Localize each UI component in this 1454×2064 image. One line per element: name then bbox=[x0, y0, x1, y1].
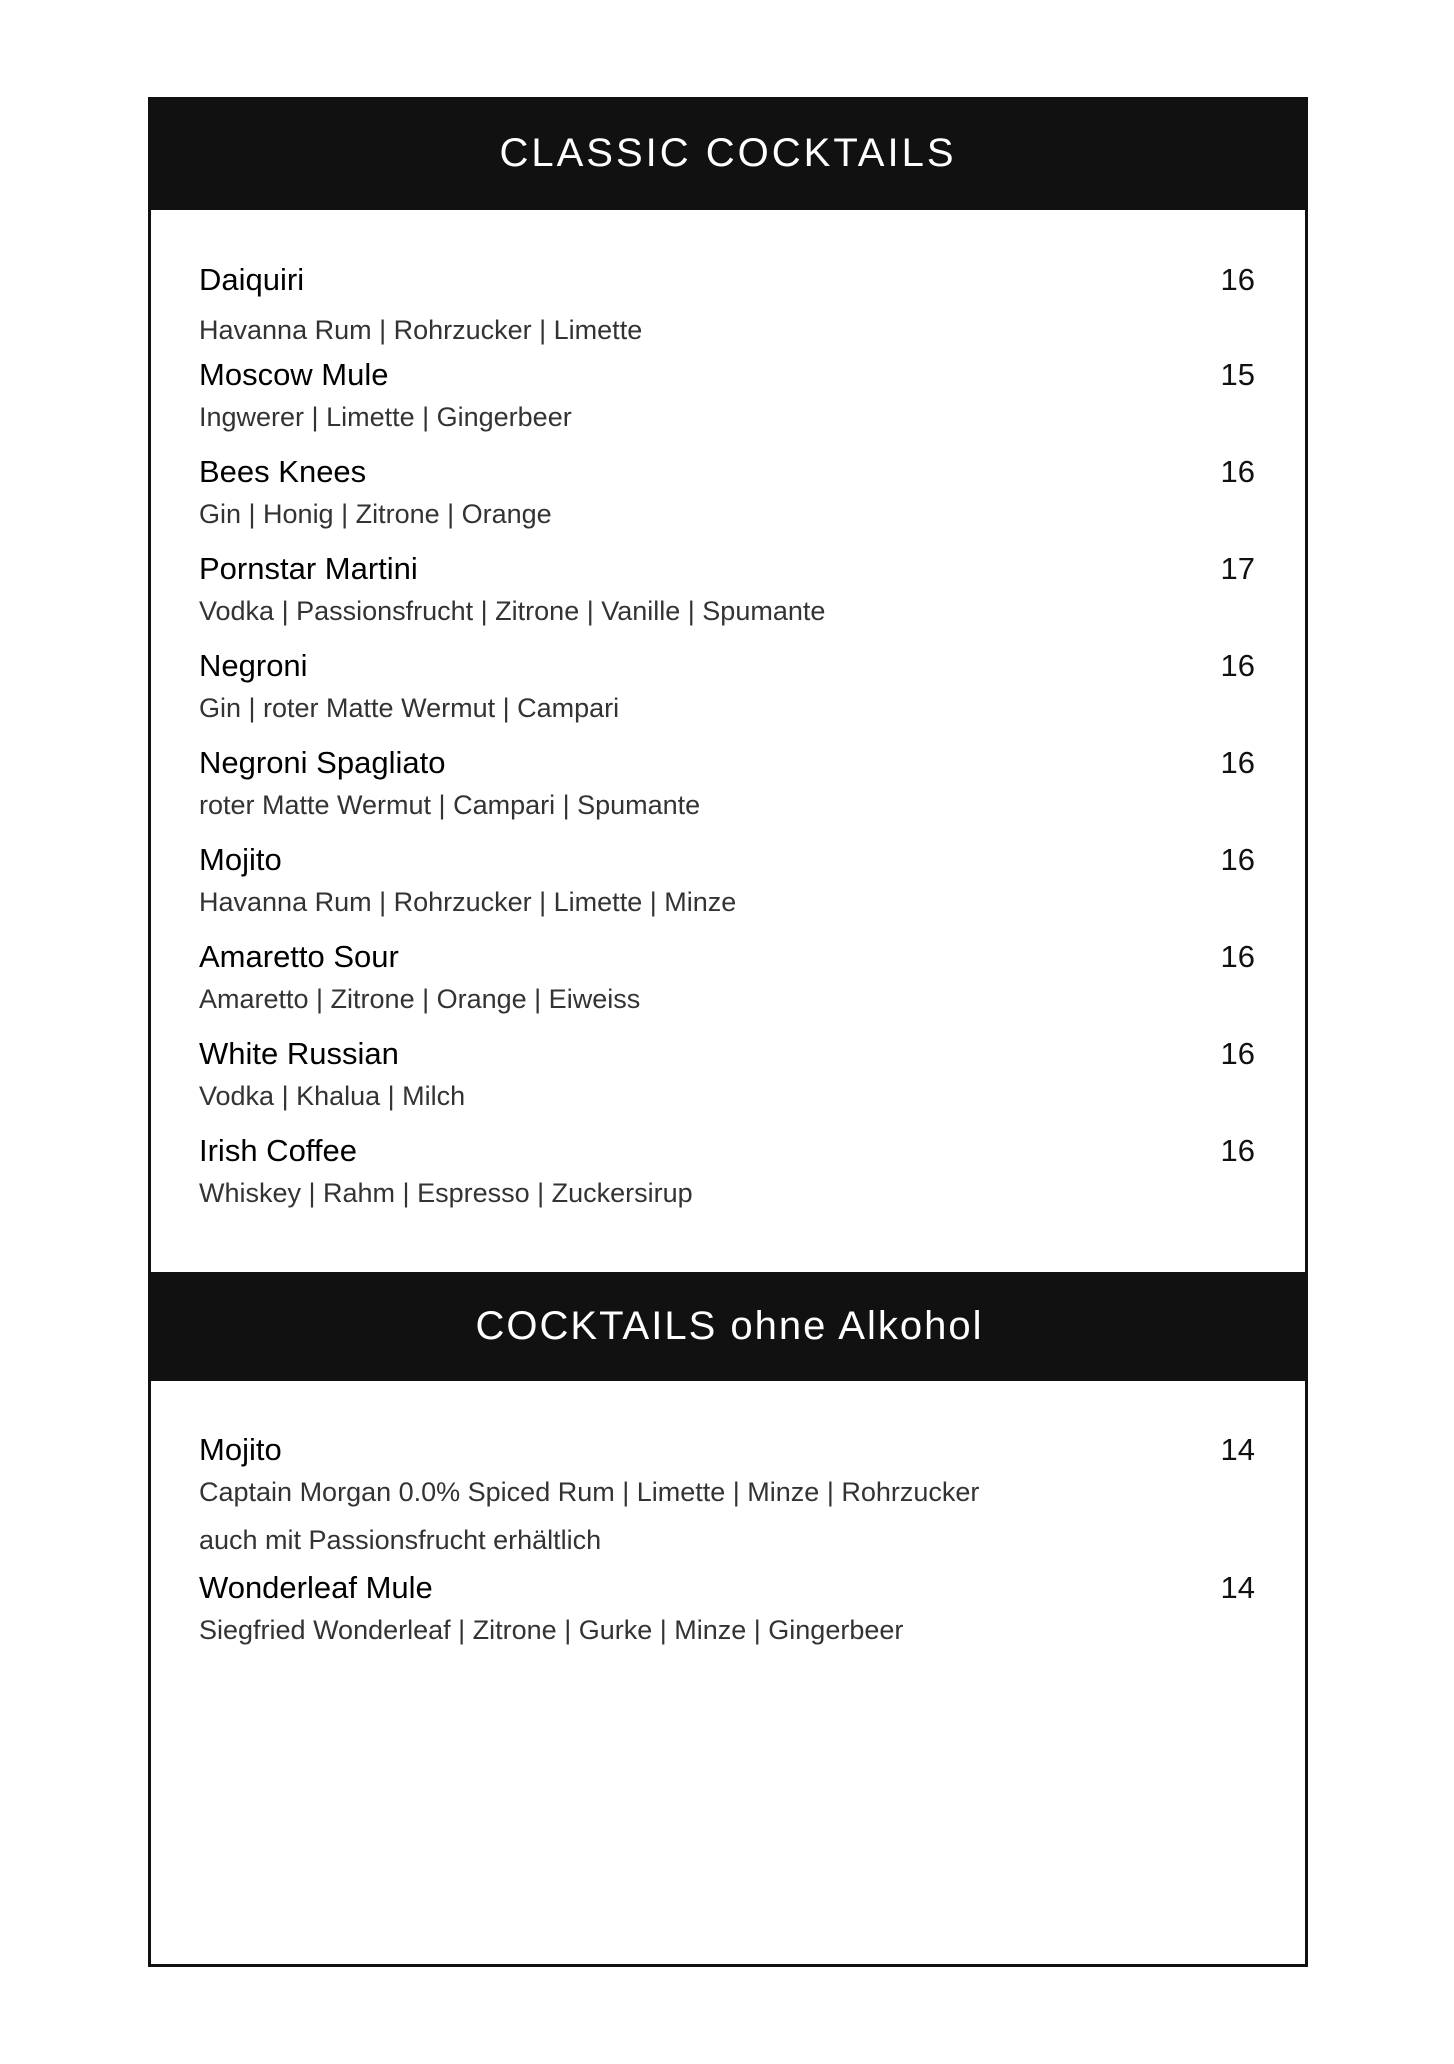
item-price: 14 bbox=[1220, 1570, 1255, 1605]
item-name: Daiquiri bbox=[199, 262, 305, 297]
section-title: CLASSIC COCKTAILS bbox=[499, 131, 957, 175]
menu-item-moscow-mule bbox=[199, 357, 1255, 435]
item-price: 16 bbox=[1220, 842, 1255, 877]
item-price: 16 bbox=[1220, 454, 1255, 489]
item-price: 17 bbox=[1220, 551, 1255, 586]
item-name: Negroni Spagliato bbox=[199, 745, 446, 780]
menu-item-wonderleaf-mule bbox=[199, 1570, 1255, 1648]
item-name: Irish Coffee bbox=[199, 1133, 357, 1168]
menu-item-negroni-spagliato bbox=[199, 745, 1255, 823]
item-name: Amaretto Sour bbox=[199, 939, 399, 974]
item-description: Havanna Rum | Rohrzucker | Limette | Minze bbox=[199, 887, 737, 917]
section-header-cocktails-ohne-alkohol bbox=[151, 1272, 1308, 1381]
menu-item-pornstar-martini bbox=[199, 551, 1255, 629]
item-price: 16 bbox=[1220, 648, 1255, 683]
item-description: Whiskey | Rahm | Espresso | Zuckersirup bbox=[199, 1178, 693, 1208]
section-header-classic-cocktails bbox=[148, 97, 1308, 210]
classic-cocktails-list bbox=[199, 262, 1255, 1211]
menu-item-mojito-non-alcoholic bbox=[199, 1432, 1255, 1558]
menu-item-white-russian bbox=[199, 1036, 1255, 1114]
item-description: Amaretto | Zitrone | Orange | Eiweiss bbox=[199, 984, 641, 1014]
menu-item-mojito bbox=[199, 842, 1255, 920]
item-description: Gin | roter Matte Wermut | Campari bbox=[199, 693, 620, 723]
item-price: 14 bbox=[1220, 1432, 1255, 1467]
item-price: 16 bbox=[1220, 1133, 1255, 1168]
item-name: Mojito bbox=[199, 1432, 282, 1467]
menu-item-negroni bbox=[199, 648, 1255, 726]
item-price: 15 bbox=[1220, 357, 1255, 392]
item-note: auch mit Passionsfrucht erhältlich bbox=[199, 1525, 602, 1555]
item-description: Havanna Rum | Rohrzucker | Limette bbox=[199, 315, 643, 345]
item-description: Captain Morgan 0.0% Spiced Rum | Limette | Minze | Rohrzucker bbox=[199, 1477, 980, 1507]
menu-item-amaretto-sour bbox=[199, 939, 1255, 1017]
item-description: Vodka | Khalua | Milch bbox=[199, 1081, 466, 1111]
item-description: Vodka | Passionsfrucht | Zitrone | Vanille | Spumante bbox=[199, 596, 826, 626]
item-price: 16 bbox=[1220, 745, 1255, 780]
item-name: Mojito bbox=[199, 842, 282, 877]
item-description: Ingwerer | Limette | Gingerbeer bbox=[199, 402, 572, 432]
section-title: COCKTAILS ohne Alkohol bbox=[475, 1304, 984, 1348]
item-name: Wonderleaf Mule bbox=[199, 1570, 433, 1605]
item-description: Siegfried Wonderleaf | Zitrone | Gurke | Minze | Gingerbeer bbox=[199, 1615, 904, 1645]
item-description: roter Matte Wermut | Campari | Spumante bbox=[199, 790, 701, 820]
item-name: Negroni bbox=[199, 648, 308, 683]
menu-item-irish-coffee bbox=[199, 1133, 1255, 1211]
item-name: Moscow Mule bbox=[199, 357, 389, 392]
item-description: Gin | Honig | Zitrone | Orange bbox=[199, 499, 552, 529]
item-price: 16 bbox=[1220, 262, 1255, 297]
menu-item-bees-knees bbox=[199, 454, 1255, 532]
item-name: White Russian bbox=[199, 1036, 399, 1071]
item-name: Pornstar Martini bbox=[199, 551, 418, 586]
menu-item-daiquiri bbox=[199, 262, 1255, 348]
item-price: 16 bbox=[1220, 1036, 1255, 1071]
item-price: 16 bbox=[1220, 939, 1255, 974]
non-alcoholic-cocktails-list bbox=[199, 1432, 1255, 1648]
item-name: Bees Knees bbox=[199, 454, 367, 489]
